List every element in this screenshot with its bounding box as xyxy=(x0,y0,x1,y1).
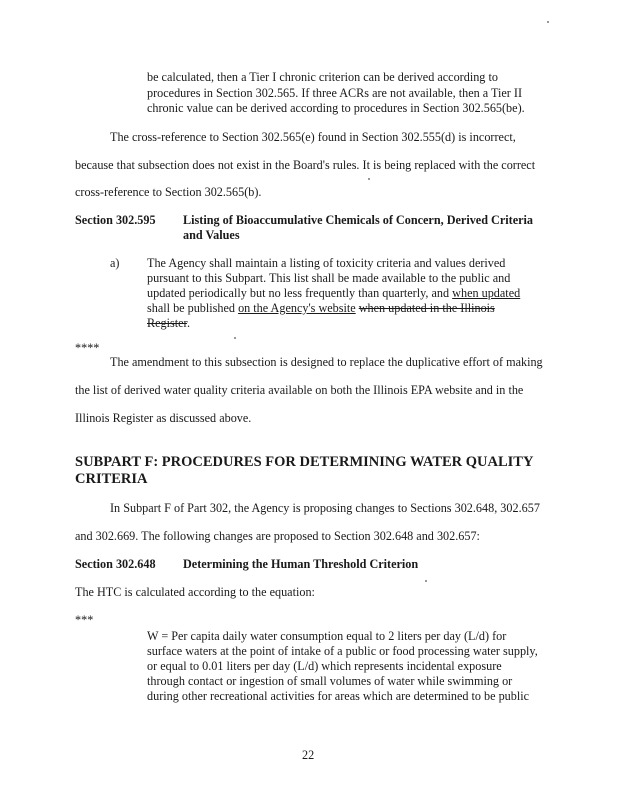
section-648-number: Section 302.648 xyxy=(75,557,156,571)
subpart-f-heading-line-1: SUBPART F: PROCEDURES FOR DETERMINING WATER QUALITY xyxy=(75,454,534,470)
section-648-title: Determining the Human Threshold Criterion xyxy=(183,557,419,571)
block1-line-2: procedures in Section 302.565. If three ACRs are not available, then a Tier II xyxy=(147,86,523,100)
para2-line-3: Illinois Register as discussed above. xyxy=(75,411,252,425)
scan-speck xyxy=(547,21,549,23)
section-595-item-line-3: updated periodically but no less frequently than quarterly, and when updated xyxy=(147,286,521,300)
definition-line-2: surface waters at the point of intake of a public or food processing water supply, xyxy=(147,644,538,658)
section-595-title-line-2: and Values xyxy=(183,228,240,242)
block1-line-3: chronic value can be derived according to procedures in Section 302.565(be). xyxy=(147,101,525,115)
definition-line-5: during other recreational activities for areas which are determined to be public xyxy=(147,689,530,703)
omission-stars-1: **** xyxy=(75,341,100,355)
para2-line-2: the list of derived water quality criteria available on both the Illinois EPA website and in the xyxy=(75,383,524,397)
para1-line-3: cross-reference to Section 302.565(b). xyxy=(75,185,262,199)
scan-speck xyxy=(234,337,236,339)
section-595-number: Section 302.595 xyxy=(75,213,156,227)
section-595-item-line-2: pursuant to this Subpart. This list shall be made available to the public and xyxy=(147,271,511,285)
section-595-item-line-1: The Agency shall maintain a listing of toxicity criteria and values derived xyxy=(147,256,506,270)
section-595-title-line-1: Listing of Bioaccumulative Chemicals of Concern, Derived Criteria xyxy=(183,213,533,227)
block1-line-1: be calculated, then a Tier I chronic criterion can be derived according to xyxy=(147,70,498,84)
deleted-text: Register xyxy=(147,316,187,330)
para3-line-2: and 302.669. The following changes are proposed to Section 302.648 and 302.657: xyxy=(75,529,480,543)
deleted-text: when updated in the Illinois xyxy=(358,301,495,315)
para4-text: The HTC is calculated according to the equation: xyxy=(75,585,315,599)
definition-line-3: or equal to 0.01 liters per day (L/d) which represents incidental exposure xyxy=(147,659,502,673)
subpart-f-heading-line-2: CRITERIA xyxy=(75,471,148,487)
para2-line-1: The amendment to this subsection is designed to replace the duplicative effort of making xyxy=(110,355,543,369)
inserted-text: on the Agency's website xyxy=(238,301,356,315)
inserted-text: when updated xyxy=(452,286,521,300)
scan-speck xyxy=(425,580,427,582)
definition-line-1: W = Per capita daily water consumption equal to 2 liters per day (L/d) for xyxy=(147,629,507,643)
section-595-item-line-4: shall be published on the Agency's website when updated in the Illinois xyxy=(147,301,495,315)
section-595-item-line-5: Register. xyxy=(147,316,190,330)
omission-stars-2: *** xyxy=(75,613,94,627)
scan-speck xyxy=(368,178,370,180)
section-595-item-label: a) xyxy=(110,256,120,270)
para3-line-1: In Subpart F of Part 302, the Agency is proposing changes to Sections 302.648, 302.657 xyxy=(110,501,540,515)
definition-line-4: through contact or ingestion of small volumes of water while swimming or xyxy=(147,674,513,688)
para1-line-2: because that subsection does not exist in the Board's rules. It is being replaced with the correct xyxy=(75,158,536,172)
para1-line-1: The cross-reference to Section 302.565(e) found in Section 302.555(d) is incorrect, xyxy=(110,130,516,144)
page-number: 22 xyxy=(302,748,315,762)
